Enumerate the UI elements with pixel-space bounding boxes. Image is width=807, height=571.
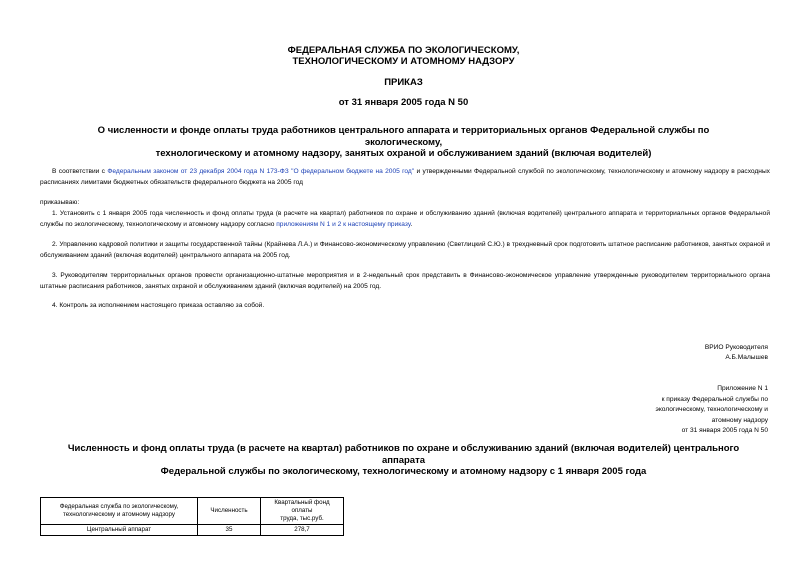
preamble-prefix: В соответствии с [52, 168, 108, 175]
table-header-fund [261, 498, 344, 525]
signature-name: А.Б.Малышев [725, 354, 768, 361]
preamble-suffix: и утвержденными Федеральной службой по экологическому, технологическому и атомному надзору в расходных расписаниях лимитами бюджетных обязательств федерального бюджета на 2005 год [40, 168, 770, 186]
agency-name-line2: ТЕХНОЛОГИЧЕСКОМУ И АТОМНОМУ НАДЗОРУ [292, 56, 515, 67]
header-agency-line1: Федеральная служба по экологическому, [59, 503, 179, 510]
staff-table [40, 497, 344, 536]
appendix-title [60, 443, 747, 478]
appendix-line3: экологическому, технологическому и [655, 406, 768, 413]
appendix-line1: Приложение N 1 [717, 385, 768, 392]
agency-name [0, 45, 807, 67]
appendix-title-line1: Численность и фонд оплаты труда (в расчете на квартал) работников по охране и обслуживанию зданий (включая водителей) центрального аппарата [67, 443, 740, 466]
table-header-row [41, 498, 344, 525]
table-row [41, 525, 344, 536]
paragraph-item-2: 2. Управлению кадровой политики и защиты государственной тайны (Крайнева Л.А.) и Финансово-экономическому управлению (Светлицкий С.Ю.) в трехдневный срок подготовить штатное расписание работников, занятых охраной и обслуживанием зданий (включая водителей) центрального аппарата на 2005 год. [40, 241, 770, 259]
paragraph-preamble [40, 167, 770, 188]
appendix-link[interactable]: приложениям N 1 и 2 к настоящему приказу [276, 220, 411, 228]
appendix-line4: атомному надзору [711, 416, 768, 424]
table-header-agency [41, 498, 198, 525]
agency-name-line1: ФЕДЕРАЛЬНАЯ СЛУЖБА ПО ЭКОЛОГИЧЕСКОМУ, [287, 45, 520, 56]
header-fund-line2: труда, тыс.руб. [280, 515, 324, 522]
appendix-title-line2: Федеральной службы по экологическому, технологическому и атомному надзору с 1 января 2005 года [160, 466, 647, 477]
paragraph-item-4: 4. Контроль за исполнением настоящего приказа оставляю за собой. [52, 302, 265, 309]
document-date: от 31 января 2005 года N 50 [338, 97, 469, 108]
federal-law-link[interactable]: Федеральным законом от 23 декабря 2004 года N 173-ФЗ "О федеральном бюджете на 2005 год" [107, 168, 415, 175]
appendix-header [655, 384, 768, 437]
appendix-line2: к приказу Федеральной службы по [661, 395, 768, 403]
paragraph-order: приказываю: [40, 199, 80, 206]
signature-position: ВРИО Руководителя [704, 344, 768, 351]
document-title-line1: О численности и фонде оплаты труда работников центрального аппарата и территориальных органов Федеральной службы по экологическому, [97, 125, 710, 148]
table-cell-count: 35 [198, 525, 261, 536]
header-agency-line2: технологическому и атомному надзору [63, 511, 175, 518]
paragraph-item-1 [40, 209, 770, 230]
appendix-line5: от 31 января 2005 года N 50 [681, 427, 768, 434]
paragraph-item-3: 3. Руководителям территориальных органов провести организационно-штатные мероприятия и в 2-недельный срок представить в Финансово-экономическое управление утвержденные руководителем территориального органа штатные расписания работников, занятых охраной и обслуживанием зданий (включая водителей) на 2005 год. [40, 272, 770, 290]
document-title-line2: технологическому и атомному надзору, занятых охраной и обслуживанием зданий (включая водителей) [155, 148, 652, 159]
item-1-suffix: . [410, 220, 413, 228]
item-1-prefix: 1. Установить с 1 января 2005 года численность и фонд оплаты труда (в расчете на квартал) работников по охране и обслуживанию зданий (включая водителей) центрального аппарата и территориальных органов Федеральной службы по экологическому, технологическому и атомному надзору согласно [40, 210, 770, 228]
table-cell-fund: 278,7 [261, 525, 344, 536]
table-header-count: Численность [198, 498, 261, 525]
header-fund-line1: Квартальный фонд оплаты [274, 499, 330, 514]
document-title [60, 125, 747, 160]
table-cell-name: Центральный аппарат [41, 525, 198, 536]
document-type: ПРИКАЗ [384, 77, 423, 88]
